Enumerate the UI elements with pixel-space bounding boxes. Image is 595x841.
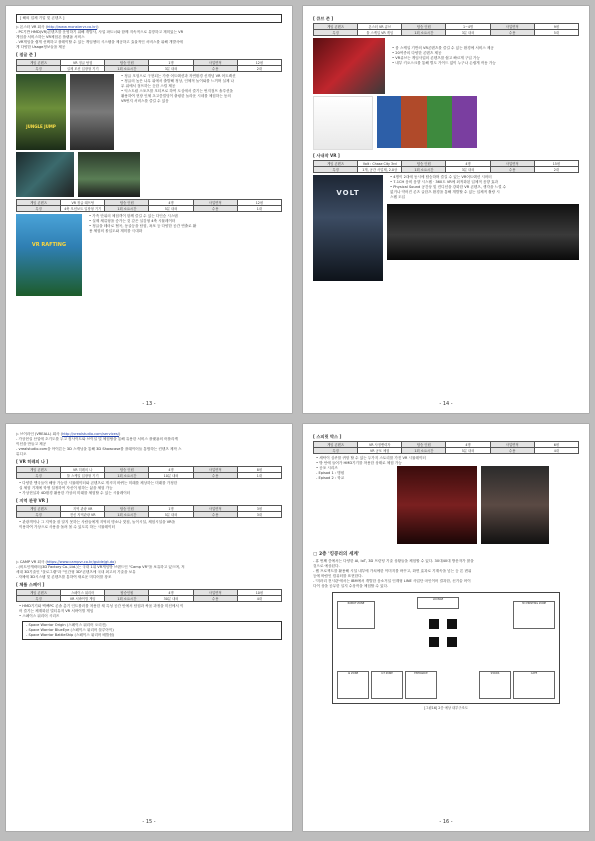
page-13 — [6, 6, 292, 413]
company-link[interactable]: https://www.campvr.co.kr/guide/gt.do — [46, 560, 115, 564]
feature-bullet: • HMD기기와 백팩PC 콘솔 총기 인트롤러를 착용한 채 특성 공간 안에서 탐험과 싸움 과정을 미션에서 이 — [19, 604, 184, 608]
photo-jungle-booth — [70, 74, 114, 150]
feature-bullet: 이용하여 가상으로 사용을 돌려 볼 수 있도록 하는 시뮬레이터 — [19, 525, 115, 529]
desc-line: - 가상현실 산업에 초기도를 두고 컴사이트와 브이일 및 체험쌍을 통해 유용한 서비스 플랫폼의 어플리케 — [16, 437, 178, 441]
header-box-title: [ 해외 업체 기업 및 콘텐츠 ] — [20, 16, 65, 20]
section-heading: [ 지역 관광 VR ] — [16, 498, 49, 503]
desc-line: - 자체에 3D시스템 및 콘텐츠를 통하여 새로운 미디어를 창조 — [16, 575, 112, 579]
feature-bullet: 용 체험의 몰입도와 재미를 극대화 — [89, 229, 143, 233]
desc-line: 이션을 만들고 제공 — [16, 442, 47, 446]
company-item: ▷ CAMP VR 회사 (https://www.campvr.co.kr/guide/gt.do) — [16, 560, 116, 564]
company-link[interactable]: http://www.monstervr.co.kr/ — [47, 25, 98, 29]
page-number: - 15 - — [142, 819, 156, 825]
desc-line: - (비트인캐릭터(3D Factory Co.,Ltd.)는 국내 1위 VR게임방 브랜드인 "Camp VR"을 보유하고 있으며, 저 — [16, 565, 185, 569]
plan-room: CAFE — [513, 671, 555, 699]
series-item: - Space Warrior Origin (스페이스 워리어 오리진) — [26, 623, 107, 627]
feature-bullet: 활용하여 현장 인체 초고층빌딩이 출렁한 놀라운 시네를 체험하는 동의 — [121, 94, 231, 98]
spec-table: 게임 콘텐츠 몬스터 VR 큐브 탑승 인원 1~4명 사업면적 9평 특징 툴 스케일 VR 게임 1회 소요시간 3분 내외 수용 5대 — [313, 23, 579, 36]
plan-room: ENTRANCE — [405, 671, 437, 699]
feature-bullet: • 가족 단위의 체험객이 함께 즐길 수 있는 다인승 시스템 — [89, 214, 178, 218]
page-16 — [303, 424, 589, 831]
plan-room: STAIRS — [479, 671, 511, 699]
feature-bullet: • 다양한 엔국들이 해당 가능한 시뮬레이터와 콘텐츠로 게시미 바뀌는 미래를 체상하는 미래를 가정한 — [19, 481, 178, 485]
spec-table: 게임 콘텐츠 Volt : Chase City 3rd 탑승 인원 4명 사업면적 15평 특징 1개, 공간 사업제, 2.0상 1회 소요시간 3분 내외 수용 2대 — [313, 160, 579, 173]
photo-horror-hospital — [397, 466, 477, 544]
feature-bullet: • 공포 시리즈 — [316, 466, 338, 470]
feature-bullet: 스템 도입 — [390, 195, 406, 199]
page-number: - 16 - — [439, 819, 453, 825]
desc-line: 다이 상을 공무한 일지 수상작을 체험할 수 있다. — [313, 584, 389, 588]
page-15 — [6, 424, 292, 831]
feature-bullet: • 관광객이나 그 지역을 잘 알지 못하는 사람들에게 지역의 명소나 맛집, 놀이시설, 체험시설을 VR을 — [19, 520, 176, 524]
box-icon: ▢ — [313, 552, 319, 557]
desc-line: - 웹 프로젝트를 활용해 시설 내부에 가치에한 이미지를 바꾸고, 화면 효과로 기계속을 넣는 등 톤 변위 — [313, 569, 472, 573]
desc-line: 세대 3D기술인 "홀로그램"과 "인간형 3D"콘텐츠에 국내 최고의 기술을 보유 — [16, 570, 136, 574]
plan-table — [447, 637, 457, 647]
feature-bullet: • 정글을 테마로 협곡, 동굴등을 탐험, 폭포 등 다양한 공간 연출로 활 — [89, 224, 197, 228]
spec-table: 게임 콘텐츠 VR 정글 래프팅 탑승 인원 4명 사업면적 12평 특징 4축 모션보트 입장형 기기 1회 소요시간 5분 내외 수용 1대 — [16, 199, 282, 212]
section-heading: [ 큐브 존 ] — [313, 16, 334, 21]
section-heading: [ 사내작 VR ] — [313, 153, 340, 158]
feature-bullet: 어 즐기는 체계화된 멀티유저 VR 서바이벌 게임 — [19, 609, 94, 613]
jungle-jump-poster: JUNGLE JUMP — [16, 74, 66, 150]
volt-poster: VOLT — [313, 175, 383, 281]
desc-line: - '미러리 전시관'에서는 IBM에서 개발한 음소거일 인계형 LINE 사업단 마인이어 결과한, 신기술 어이 — [313, 579, 471, 583]
feature-bullet: • 익스트림 스포츠를 모티브로 하여 도심에서 즐기는 번지점프 솔루션을 — [121, 89, 233, 93]
spec-table: 게임 콘텐츠 스페이스 워리어 탑승인원 4명 사업면적 10평 특징 VR 서바이벌 게임 1회 소요시간 30분 내외 수용 4대 — [16, 589, 282, 602]
feature-bullet: - Episod 1 : 병원 — [316, 471, 345, 475]
feature-bullet: • 스페이스 워리어 시리즈 — [19, 614, 60, 618]
feature-bullet: • Physical Sound 공간상 및 컨디션을 강화한 VR 콘텐츠, 생각을 느낄 수 — [390, 185, 507, 189]
floor-heading: ▢ 2층 '킹콩러의 세계' — [313, 552, 360, 557]
feature-bullet: 없거나 약어진 콘츠 글한츠 환경을 통해 개발할 수 있는 입체적 촬랑 시 — [390, 190, 500, 194]
feature-bullet: • 가상현실과 4D환경 활용한 가상의 미래를 체험할 수 있는 시뮬레이터 — [19, 491, 131, 495]
plan-room: LOUNGE — [417, 597, 459, 609]
feature-bullet: • 세탁이 심쿠를 귀항 할 수 있는 두가지 스토리를 가진 VR 시뮬레이터 — [316, 456, 426, 460]
feature-bullet: • 20여종의 다양한 콘텐츠 제공 — [392, 51, 442, 55]
series-box — [22, 621, 282, 640]
desc-line: 등에 바람인 컴퓨터를 표현한다. — [313, 574, 363, 578]
feature-bullet: - Episod 2 : 학교 — [316, 476, 345, 480]
company-header-box — [16, 14, 282, 23]
photo-attraction-room — [78, 152, 140, 197]
page-number: - 13 - — [142, 401, 156, 407]
desc-line: - VR게임을 쉽게 선택하고 플레이할 수 있는 게임센터 시스템을 제공하고 효율적인 서비스를 위해 개발사에 — [16, 40, 183, 44]
company-item: ▷ 몬스터 VR 회사 (http://www.monstervr.co.kr/) — [16, 25, 99, 29]
feature-bullet: 실 체험 기계에 학생 설정하여 자신이 원하는 삶을 체험 가능 — [19, 486, 113, 490]
feature-bullet: • 실제 체류형을 증가는 것 같은 실감형 4축 시뮬레이터 — [89, 219, 176, 223]
section-heading: [ 점글 준 ] — [16, 52, 37, 57]
plan-table — [429, 619, 439, 629]
plan-table — [447, 619, 457, 629]
company-link[interactable]: http://vrealstudio.com/services/ — [62, 432, 119, 436]
vr-rafting-poster: VR RAFTING — [16, 214, 82, 296]
spec-table: 게임 콘텐츠 VR 정글 탐험 탑승 인원 1명 사업면적 12평 특징 실제 모션 입장형 기기 1회 소요시간 3분 내외 수용 2대 — [16, 59, 282, 72]
feature-bullet: • 정글의 높은 나무 위에서 출발해 정상, 인체적 놀이와를 느끼며 실제 나 — [121, 79, 235, 83]
photo-volt-theater — [387, 204, 579, 260]
page-number: - 14 - — [439, 401, 453, 407]
plan-room: ROBOT ZONE — [337, 601, 375, 629]
spec-table: 게임 콘텐츠 지역 관광 VR 탑승 인원 1명 사업면적 3평 특징 전신 지역관광 VR 1회 소요시간 5분 내외 수용 3대 — [16, 505, 282, 518]
plan-room: AI ZONE — [337, 671, 369, 699]
section-heading: [ VR 히레의 나 ] — [16, 459, 49, 464]
desc-line: - PC기반 HMD(VR)콘텐츠를 운영하기 위해 개발사, 사업 파트너와 함께 지속적으로 유망하고 재미있는 VR — [16, 30, 184, 34]
feature-bullet: • 내부 키오스크를 통해 별도 가이드 없이 누구나 손쉽게 작동 가능 — [392, 61, 496, 65]
page-14 — [303, 6, 589, 413]
floor-plan — [332, 592, 560, 704]
feature-bullet: • 방 안에 들어가 HMD기기를 착용한 상태로 체험 가능 — [316, 461, 402, 465]
feature-bullet: • 정글 모험으로 구현되는 가중 어트랙션과 자연환경 신개념 VR 어트랙션 — [121, 74, 236, 78]
figure-caption: [그림16] 2층 예상 내부구조도 — [424, 706, 468, 710]
desc-line: 것으로 예상된다. — [313, 564, 340, 568]
photo-cube-player — [313, 96, 373, 150]
desc-line: - 휴 번째 층에서는 다양한 AI, IoT, 3D 프린팅 기술 상황들을 체험할 수 있다. 30대40대 방문자가 많을 — [313, 559, 474, 563]
plan-room: 3D PRINTING ZONE — [513, 601, 555, 629]
desc-line: - vrealstudio.com을 아이튼는 3D 스캐닝을 통해 3D Showcase를 플래이어들 통합하는 컨텐츠 제작 스 — [16, 447, 182, 451]
feature-bullet: • 7.1CH 음비 음향 시스템 · 360도 VR에 최적화된 입체적 음향 효과 — [390, 180, 498, 184]
photo-horror-school — [481, 466, 549, 544]
feature-bullet: • VR큐브는 게임사업의 콘텐츠를 쉽고 빠르게 구입 가능 — [392, 56, 480, 60]
plan-table — [429, 637, 439, 647]
feature-bullet: VR번지 서비스를 즐길 수 있음 — [121, 99, 169, 103]
section-heading: [ 스피릿 박스 ] — [313, 434, 342, 439]
spec-table: 게임 콘텐츠 VR 히레의 나 탑승 인원 4명 사업면적 8평 특징 툴 스케일 입장형 기기 1회 소요시간 10분 내외 수용 1대 — [16, 466, 282, 479]
desc-line: 튜디오 — [16, 452, 27, 456]
company-item: ▷ 브이라인 (VREALL) 회사 (http://vrealstudio.com/services/) — [16, 432, 121, 436]
plan-room: IoT ZONE — [371, 671, 403, 699]
game-thumbnail-grid — [377, 96, 477, 148]
spec-table: 게임 콘텐츠 VR 사정밴력자 탑승 인원 4명 사업면적 6평 특징 VR 공포 체험 1회 소요시간 5분 내외 수용 4대 — [313, 441, 579, 454]
feature-bullet: 무 위에서 점프하는 듯한 스릴 제공 — [121, 84, 176, 88]
desc-line: 게임을 서비스하는 VR체험존 플랫폼 서비스 — [16, 35, 85, 39]
desc-line: 게 다양한 Usage정보들을 제공 — [16, 45, 66, 49]
series-item: - Space Warrior BlueEye (스페이스 워리어 블루아이) — [26, 628, 114, 632]
feature-bullet: • 4명이 2대에 동시에 탑승하며 즐길 수 있는 VR어트랙션 시어터 — [390, 175, 492, 179]
photo-arcade-floor — [16, 152, 74, 197]
section-heading: [ 체틀 스페이 ] — [16, 582, 45, 587]
feature-bullet: • 룸 스케일 기반의 VR콘텐츠를 즐길 수 있는 환경에 서비스 제공 — [392, 46, 494, 50]
photo-vr-cube-booth — [313, 38, 385, 94]
series-item: - Space Warrior BattleShip (스페이스 워리어 배틀쉽) — [26, 633, 115, 637]
